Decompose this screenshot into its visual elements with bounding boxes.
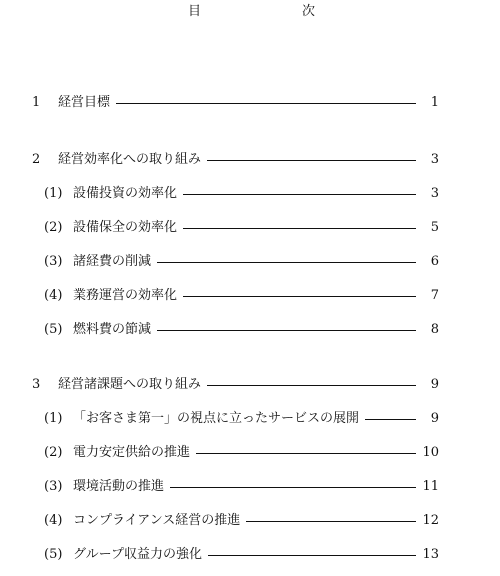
toc-heading-right: 次: [302, 4, 316, 19]
toc-leader-line: [157, 262, 416, 263]
toc-entry-title: 経営諸課題への取り組み: [58, 377, 202, 392]
toc-subsection-entry: [0, 477, 500, 497]
toc-subsection-entry: [0, 286, 500, 306]
toc-entry-page-number: 5: [430, 220, 439, 235]
toc-entry-page-number: 9: [430, 411, 439, 426]
toc-entry-number: (3): [44, 254, 63, 269]
toc-subsection-entry: [0, 320, 500, 340]
toc-entry-page-number: 10: [422, 445, 439, 460]
toc-entry-page-number: 1: [430, 95, 439, 110]
toc-entry-title: 経営効率化への取り組み: [58, 152, 202, 167]
toc-entry-title: 経営目標: [58, 95, 111, 110]
toc-entry-number: (3): [44, 479, 63, 494]
toc-entry-number: (5): [44, 322, 63, 337]
toc-subsection-entry: [0, 184, 500, 204]
toc-entry-title: 設備投資の効率化: [73, 186, 178, 201]
toc-section-entry: [0, 150, 500, 170]
toc-entry-title: 「お客さま第一」の視点に立ったサービスの展開: [73, 411, 360, 426]
toc-entry-page-number: 13: [422, 547, 439, 562]
toc-entry-title: グループ収益力の強化: [73, 547, 202, 562]
toc-entry-number: 3: [32, 377, 41, 392]
toc-leader-line: [207, 160, 416, 161]
toc-entry-number: (4): [44, 288, 63, 303]
toc-entry-page-number: 8: [430, 322, 439, 337]
toc-subsection-entry: [0, 443, 500, 463]
toc-subsection-entry: [0, 218, 500, 238]
toc-entry-title: コンプライアンス経営の推進: [73, 513, 241, 528]
toc-entry-number: (2): [44, 445, 63, 460]
toc-entry-number: (1): [44, 186, 63, 201]
toc-leader-line: [183, 228, 416, 229]
toc-entry-number: 2: [32, 152, 41, 167]
toc-subsection-entry: [0, 409, 500, 429]
toc-heading-left: 目: [188, 4, 202, 19]
toc-leader-line: [183, 296, 416, 297]
toc-entry-title: 諸経費の削減: [73, 254, 152, 269]
toc-leader-line: [246, 521, 416, 522]
toc-entry-number: (1): [44, 411, 63, 426]
toc-entry-page-number: 12: [422, 513, 439, 528]
toc-entry-page-number: 11: [422, 479, 439, 494]
toc-entry-number: (2): [44, 220, 63, 235]
toc-subsection-entry: [0, 545, 500, 565]
toc-subsection-entry: [0, 252, 500, 272]
toc-leader-line: [157, 330, 416, 331]
toc-leader-line: [365, 419, 416, 420]
toc-leader-line: [208, 555, 416, 556]
toc-entry-page-number: 9: [430, 377, 439, 392]
toc-entry-number: (4): [44, 513, 63, 528]
toc-leader-line: [170, 487, 416, 488]
toc-entry-title: 電力安定供給の推進: [73, 445, 191, 460]
toc-entry-title: 燃料費の節減: [73, 322, 152, 337]
toc-leader-line: [183, 194, 416, 195]
toc-entry-number: (5): [44, 547, 63, 562]
toc-leader-line: [207, 385, 416, 386]
toc-entry-title: 業務運営の効率化: [73, 288, 178, 303]
toc-entry-page-number: 7: [430, 288, 439, 303]
toc-entry-title: 設備保全の効率化: [73, 220, 178, 235]
toc-subsection-entry: [0, 511, 500, 531]
toc-entry-page-number: 6: [430, 254, 439, 269]
toc-entry-title: 環境活動の推進: [73, 479, 165, 494]
toc-leader-line: [116, 103, 416, 104]
toc-entry-page-number: 3: [430, 152, 439, 167]
toc-leader-line: [196, 453, 416, 454]
toc-section-entry: [0, 375, 500, 395]
toc-entry-number: 1: [32, 95, 41, 110]
toc-section-entry: [0, 93, 500, 113]
toc-entry-page-number: 3: [430, 186, 439, 201]
